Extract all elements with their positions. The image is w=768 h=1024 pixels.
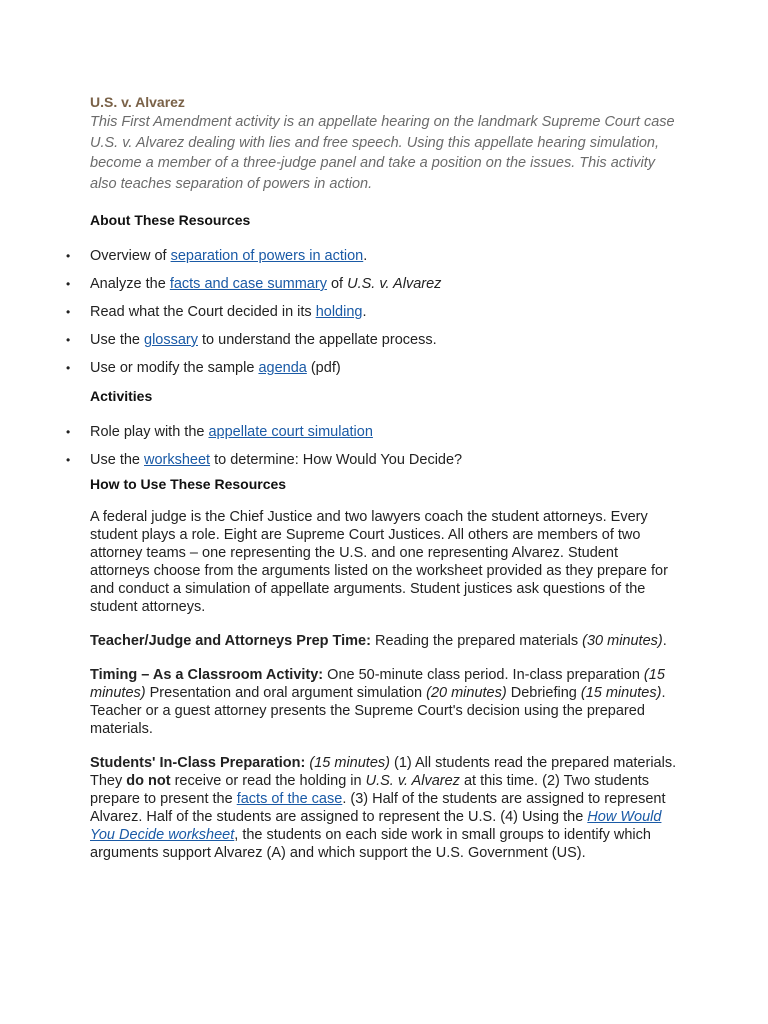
about-heading: About These Resources — [90, 212, 251, 228]
list-item: • Read what the Court decided in its holding. — [66, 304, 367, 320]
list-item: • Role play with the appellate court simulation — [66, 424, 373, 440]
about-list — [66, 246, 680, 386]
howto-heading: How to Use These Resources — [90, 476, 287, 492]
link-facts-of-the-case[interactable]: facts of the case — [236, 791, 343, 807]
prep-time-paragraph: Teacher/Judge and Attorneys Prep Time: Reading the prepared materials (30 minutes). — [90, 633, 667, 649]
list-item: • Use the glossary to understand the appellate process. — [66, 332, 437, 348]
howto-paragraph: A federal judge is the Chief Justice and two lawyers coach the student attorneys. Every student plays a role. Eight are Supreme Court Justices. All others are members of two attorney teams – one representing the U.S. and one representing Alvarez. Student attorneys choose from the arguments listed on the worksheet provided as they prepare for and conduct a simulation of appellate arguments. Student justices ask questions of the student attorneys. — [90, 509, 668, 615]
page-title: U.S. v. Alvarez — [90, 94, 185, 110]
list-item: • Use or modify the sample agenda (pdf) — [66, 360, 341, 376]
bullet-icon: • — [66, 305, 71, 319]
timing-paragraph: Timing – As a Classroom Activity: One 50-minute class period. In-class preparation (15 minutes) Presentation and oral argument simulation (20 minutes) Debriefing (15 minutes). Teacher or a guest attorney presents the Supreme Court's decision using the prepared materials. — [90, 667, 666, 737]
link-worksheet[interactable]: worksheet — [144, 452, 211, 468]
bullet-icon: • — [66, 453, 71, 467]
list-item: • Use the worksheet to determine: How Would You Decide? — [66, 452, 463, 468]
list-item: • Overview of separation of powers in action. — [66, 248, 368, 264]
activities-list — [66, 422, 680, 478]
bullet-icon: • — [66, 333, 71, 347]
link-holding[interactable]: holding — [315, 304, 363, 320]
link-glossary[interactable]: glossary — [144, 332, 198, 348]
document-body — [66, 92, 680, 862]
activities-heading: Activities — [90, 388, 153, 404]
link-appellate-court-simulation[interactable]: appellate court simulation — [208, 424, 373, 440]
bullet-icon: • — [66, 361, 71, 375]
bullet-icon: • — [66, 425, 71, 439]
link-facts-and-case-summary[interactable]: facts and case summary — [169, 276, 327, 292]
bullet-icon: • — [66, 249, 71, 263]
intro-paragraph: This First Amendment activity is an appellate hearing on the landmark Supreme Court case U.S. v. Alvarez dealing with lies and free speech. Using this appellate hearing simulation, become a member of a three-judge panel and take a position on the issues. This activity also teaches separation of powers in action. — [90, 114, 675, 192]
link-agenda[interactable]: agenda — [258, 360, 307, 376]
link-how-would-you-decide-worksheet[interactable]: How Would You Decide worksheet — [90, 809, 662, 843]
list-item: • Analyze the facts and case summary of U.S. v. Alvarez — [66, 276, 442, 292]
link-separation-of-powers[interactable]: separation of powers in action — [170, 248, 364, 264]
students-preparation-paragraph: Students' In-Class Preparation: (15 minutes) (1) All students read the prepared materials. They do not receive or read the holding in U.S. v. Alvarez at this time. (2) Two students prepare to present the facts of the case. (3) Half of the students are assigned to represent Alvarez. Half of the students are assigned to represent the U.S. (4) Using the How Would You Decide worksheet, the students on each side work in small groups to identify which arguments support Alvarez (A) and which support the U.S. Government (US). — [90, 755, 677, 861]
bullet-icon: • — [66, 277, 71, 291]
